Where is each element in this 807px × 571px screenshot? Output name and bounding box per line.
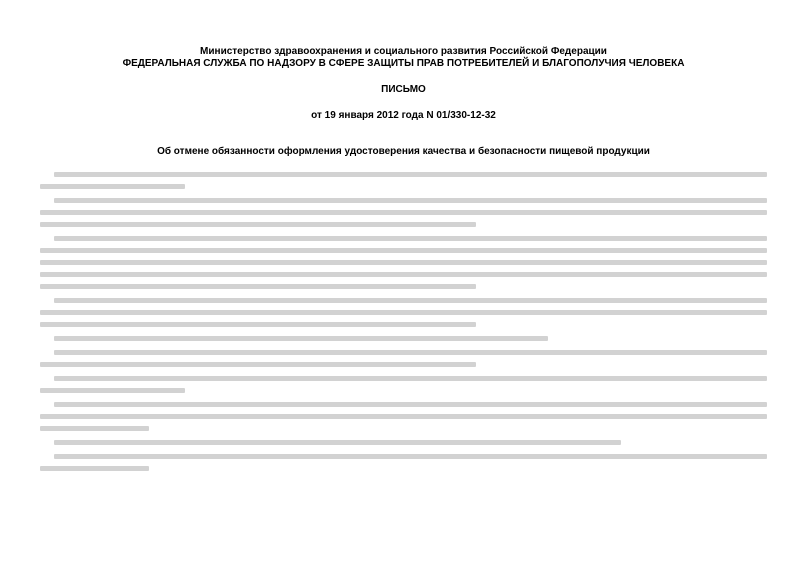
text-line-placeholder xyxy=(40,362,476,367)
paragraph-placeholder xyxy=(40,440,767,445)
text-line-placeholder xyxy=(40,210,767,215)
paragraph-placeholder xyxy=(40,172,767,189)
text-line-placeholder xyxy=(40,466,149,471)
paragraph-placeholder xyxy=(40,336,767,341)
paragraph-placeholder xyxy=(40,298,767,327)
document-title: Об отмене обязанности оформления удостоверения качества и безопасности пищевой продукции xyxy=(157,146,650,157)
text-line-placeholder xyxy=(54,376,767,381)
text-line-placeholder xyxy=(40,322,476,327)
text-line-placeholder xyxy=(54,298,767,303)
document-type: ПИСЬМО xyxy=(381,84,426,95)
text-line-placeholder xyxy=(40,222,476,227)
text-line-placeholder xyxy=(40,260,767,265)
text-line-placeholder xyxy=(40,184,185,189)
paragraph-placeholder xyxy=(40,376,767,393)
text-line-placeholder xyxy=(40,272,767,277)
text-line-placeholder xyxy=(54,236,767,241)
text-line-placeholder xyxy=(40,284,476,289)
document-body-placeholder xyxy=(40,172,767,471)
text-line-placeholder xyxy=(54,336,548,341)
text-line-placeholder xyxy=(54,198,767,203)
document-date-number: от 19 января 2012 года N 01/330-12-32 xyxy=(311,110,496,121)
text-line-placeholder xyxy=(54,454,767,459)
text-line-placeholder xyxy=(54,440,621,445)
text-line-placeholder xyxy=(40,426,149,431)
text-line-placeholder xyxy=(40,414,767,419)
paragraph-placeholder xyxy=(40,236,767,289)
text-line-placeholder xyxy=(54,350,767,355)
paragraph-placeholder xyxy=(40,350,767,367)
text-line-placeholder xyxy=(40,310,767,315)
paragraph-placeholder xyxy=(40,454,767,471)
service-name: ФЕДЕРАЛЬНАЯ СЛУЖБА ПО НАДЗОРУ В СФЕРЕ ЗАЩИТЫ ПРАВ ПОТРЕБИТЕЛЕЙ И БЛАГОПОЛУЧИЯ ЧЕЛОВЕКА xyxy=(122,58,685,69)
document-header xyxy=(40,46,767,122)
text-line-placeholder xyxy=(54,402,767,407)
ministry-name: Министерство здравоохранения и социального развития Российской Федерации xyxy=(200,46,607,57)
text-line-placeholder xyxy=(54,172,767,177)
paragraph-placeholder xyxy=(40,402,767,431)
text-line-placeholder xyxy=(40,248,767,253)
paragraph-placeholder xyxy=(40,198,767,227)
text-line-placeholder xyxy=(40,388,185,393)
